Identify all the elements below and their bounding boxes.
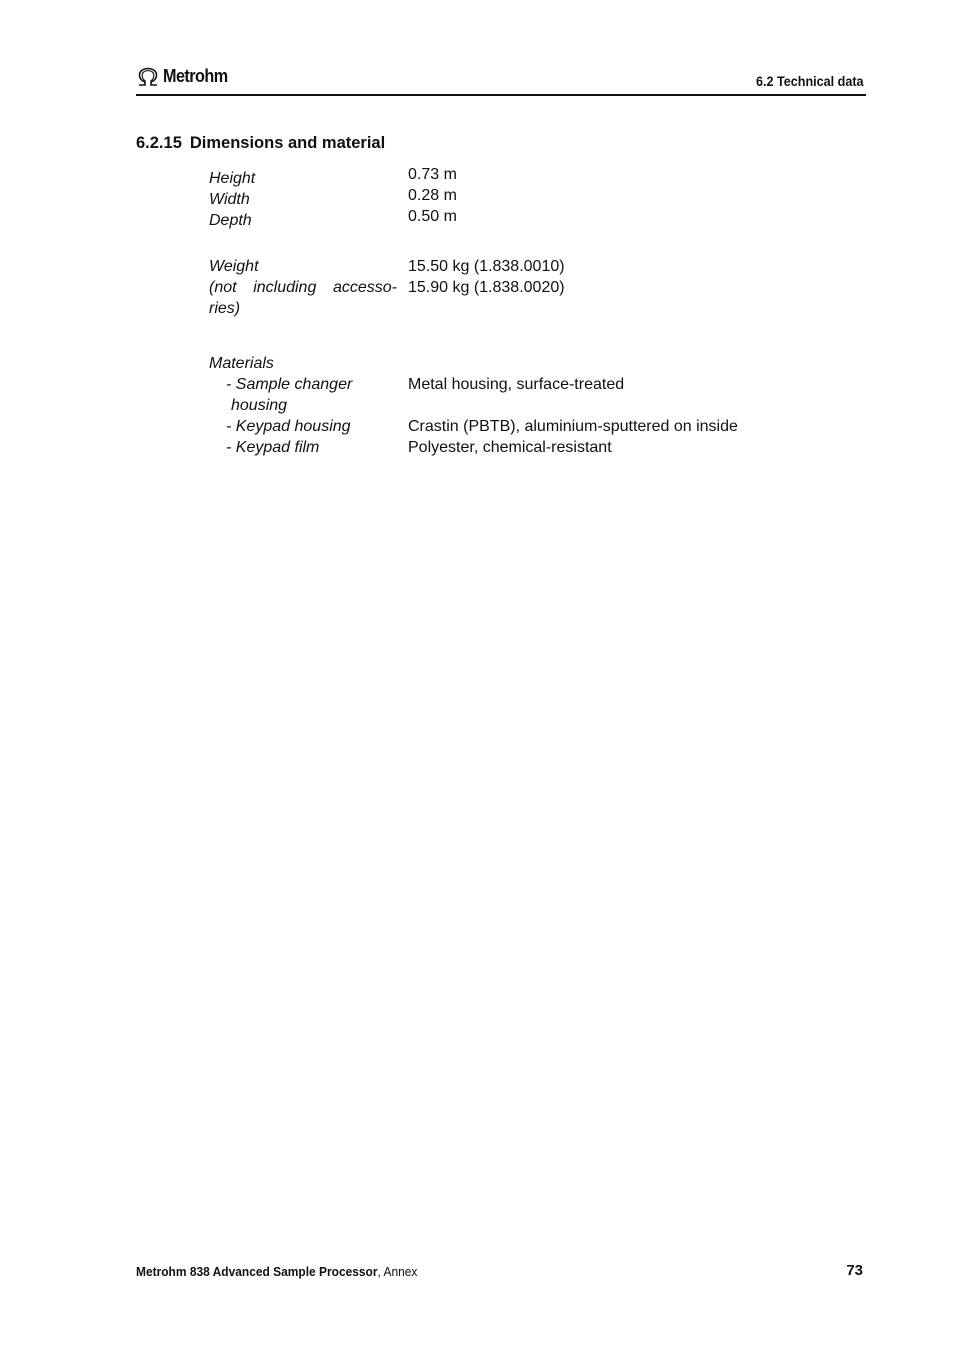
footer-title [136, 1264, 417, 1279]
weight-label: Weight [209, 258, 259, 275]
header-section-ref: 6.2 Technical data [756, 73, 864, 89]
spec-table [209, 164, 809, 458]
footer-title-rest: , Annex [377, 1264, 418, 1279]
material-row-keypad-housing [209, 416, 809, 437]
spec-row-height [209, 168, 809, 189]
height-value: 0.73 m [408, 166, 457, 183]
materials-label: Materials [209, 355, 274, 372]
page-number: 73 [846, 1262, 863, 1279]
omega-icon [136, 67, 160, 87]
material-value: Crastin (PBTB), aluminium-sputtered on inside [408, 418, 738, 435]
material-value: Polyester, chemical-resistant [408, 439, 612, 456]
spec-row-depth [209, 210, 809, 231]
material-row-sample-changer [209, 374, 809, 416]
weight-block [209, 256, 809, 319]
dimension-values [408, 164, 457, 227]
footer-title-bold: Metrohm 838 Advanced Sample Processor [136, 1264, 378, 1279]
page-header [136, 64, 866, 96]
material-row-keypad-film [209, 437, 809, 458]
weight-value-1: 15.50 kg (1.838.0010) [408, 258, 565, 275]
weight-note: (not including accesso-ries) [209, 279, 397, 317]
material-value: Metal housing, surface-treated [408, 376, 625, 393]
logo-text: Metrohm [163, 66, 228, 86]
section-heading [136, 134, 385, 153]
material-label: - Sample changer housing [226, 376, 353, 414]
spec-row-materials [209, 353, 809, 374]
width-label: Width [209, 191, 250, 208]
section-number: 6.2.15 [136, 134, 182, 152]
spec-row-width [209, 189, 809, 210]
weight-values [408, 256, 565, 298]
material-label: - Keypad housing [226, 418, 351, 435]
height-label: Height [209, 170, 256, 187]
metrohm-logo [136, 66, 235, 87]
width-value: 0.28 m [408, 187, 457, 204]
depth-label: Depth [209, 212, 252, 229]
weight-value-2: 15.90 kg (1.838.0020) [408, 279, 565, 296]
section-title: Dimensions and material [189, 134, 386, 152]
depth-value: 0.50 m [408, 208, 457, 225]
material-label: - Keypad film [226, 439, 320, 456]
